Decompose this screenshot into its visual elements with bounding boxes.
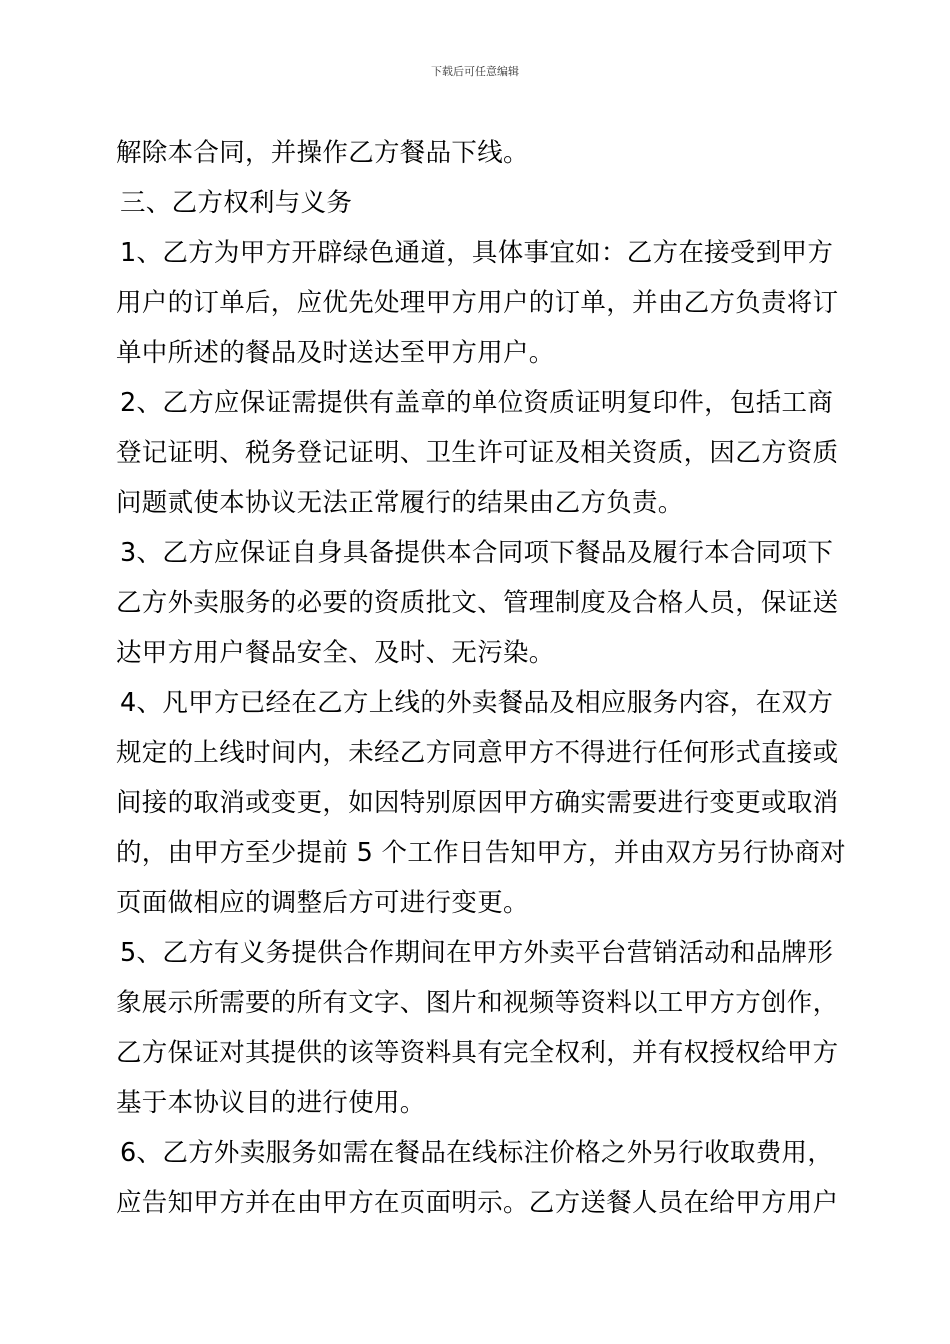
clause-1-line-1: 1、乙方为甲方开辟绿色通道，具体事宜如：乙方在接受到甲方 — [120, 238, 834, 268]
clause-4-line-4: 的，由甲方至少提前 5 个工作日告知甲方，并由双方另行协商对 — [116, 838, 846, 868]
clause-6-line-1: 6、乙方外卖服务如需在餐品在线标注价格之外另行收取费用， — [120, 1138, 834, 1168]
body-line-1: 解除本合同，并操作乙方餐品下线。 — [116, 138, 529, 168]
document-body — [116, 128, 846, 1228]
clause-4-line-2: 规定的上线时间内，未经乙方同意甲方不得进行任何形式直接或 — [116, 738, 839, 768]
clause-3-line-1: 3、乙方应保证自身具备提供本合同项下餐品及履行本合同项下 — [120, 538, 834, 568]
clause-1-line-3: 单中所述的餐品及时送达至甲方用户。 — [116, 338, 555, 368]
clause-3-line-3: 达甲方用户餐品安全、及时、无污染。 — [116, 638, 555, 668]
clause-5-line-3: 乙方保证对其提供的该等资料具有完全权利，并有权授权给甲方 — [116, 1038, 839, 1068]
clause-2-line-3: 问题贰使本协议无法正常履行的结果由乙方负责。 — [116, 488, 684, 518]
clause-3-line-2: 乙方外卖服务的必要的资质批文、管理制度及合格人员，保证送 — [116, 588, 839, 618]
clause-1-line-2: 用户的订单后，应优先处理甲方用户的订单，并由乙方负责将订 — [116, 288, 839, 318]
clause-2-line-2: 登记证明、税务登记证明、卫生许可证及相关资质，因乙方资质 — [116, 438, 839, 468]
clause-4-line-1: 4、凡甲方已经在乙方上线的外卖餐品及相应服务内容，在双方 — [120, 688, 834, 718]
clause-4-line-3: 间接的取消或变更，如因特别原因甲方确实需要进行变更或取消 — [116, 788, 839, 818]
clause-5-line-1: 5、乙方有义务提供合作期间在甲方外卖平台营销活动和品牌形 — [120, 938, 834, 968]
clause-6-line-2: 应告知甲方并在由甲方在页面明示。乙方送餐人员在给甲方用户 — [116, 1188, 839, 1218]
clause-2-line-1: 2、乙方应保证需提供有盖章的单位资质证明复印件，包括工商 — [120, 388, 834, 418]
page-header-note: 下载后可任意编辑 — [431, 65, 519, 78]
clause-4-line-5: 页面做相应的调整后方可进行变更。 — [116, 888, 529, 918]
clause-5-line-2: 象展示所需要的所有文字、图片和视频等资料以工甲方方创作， — [116, 988, 839, 1018]
clause-5-line-4: 基于本协议目的进行使用。 — [116, 1088, 426, 1118]
section-heading: 三、乙方权利与义务 — [120, 188, 353, 218]
